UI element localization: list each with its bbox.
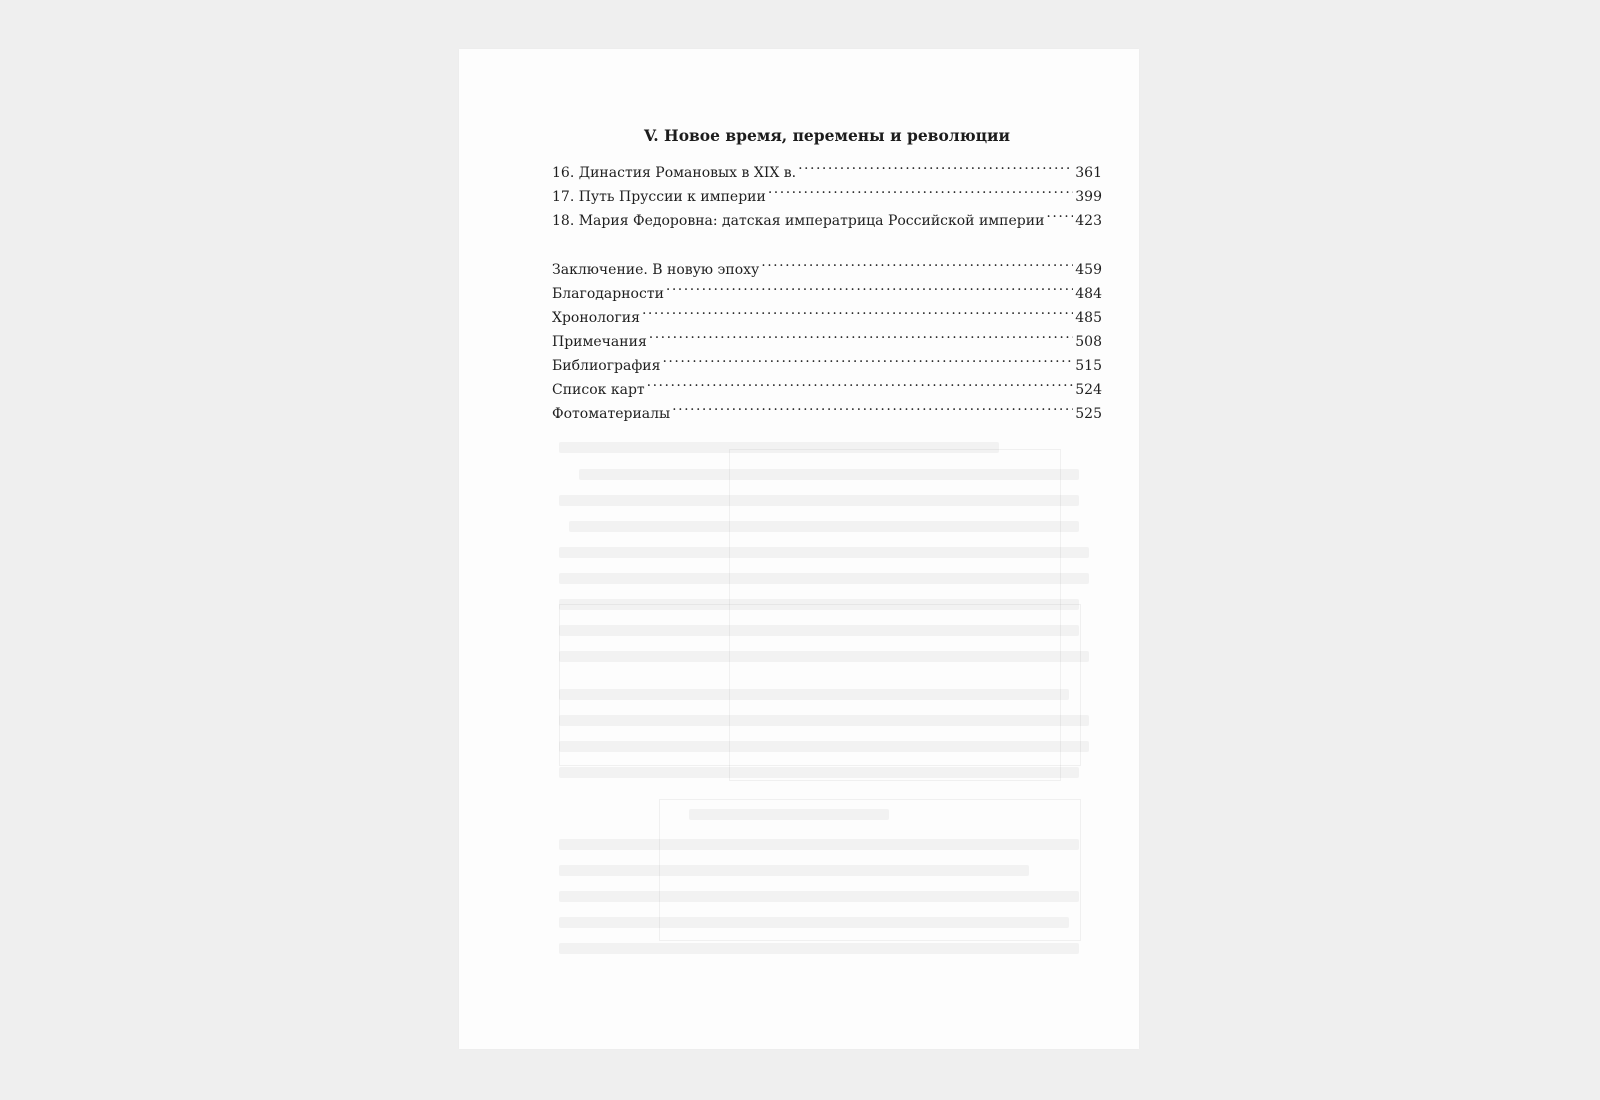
dot-leader — [768, 177, 1073, 201]
table-of-contents — [552, 125, 1102, 422]
toc-entry-page: 399 — [1075, 189, 1102, 205]
toc-entry-page: 525 — [1075, 406, 1102, 422]
dot-leader — [798, 153, 1073, 177]
dot-leader — [642, 298, 1073, 322]
toc-entry-title: Библиография — [552, 358, 661, 374]
dot-leader — [666, 274, 1073, 298]
toc-entry-title: Фотоматериалы — [552, 406, 671, 422]
toc-entry-title: Список карт — [552, 382, 645, 398]
toc-entry-page: 361 — [1075, 165, 1102, 181]
section-heading: V. Новое время, перемены и революции — [643, 126, 1011, 145]
toc-entry-title: Хронология — [552, 310, 640, 326]
toc-entry-page: 423 — [1075, 213, 1102, 229]
dot-leader — [672, 394, 1073, 418]
toc-entry-page: 484 — [1075, 286, 1102, 302]
book-page — [459, 49, 1139, 1049]
toc-entry[interactable] — [552, 250, 1102, 278]
toc-entry-title: 18. Мария Федоровна: датская императрица Российской империи — [552, 213, 1045, 229]
toc-entry-title: Примечания — [552, 334, 647, 350]
backmatter-list — [552, 250, 1102, 422]
dot-leader — [662, 346, 1073, 370]
toc-entry-page: 508 — [1075, 334, 1102, 350]
toc-entry-title: 17. Путь Пруссии к империи — [552, 189, 766, 205]
toc-entry-page: 515 — [1075, 358, 1102, 374]
toc-entry-page: 459 — [1075, 262, 1102, 278]
toc-entry-title: Заключение. В новую эпоху — [552, 262, 760, 278]
dot-leader — [649, 322, 1073, 346]
chapter-list — [552, 153, 1102, 229]
dot-leader — [1046, 201, 1073, 225]
toc-entry-page: 485 — [1075, 310, 1102, 326]
toc-entry-page: 524 — [1075, 382, 1102, 398]
toc-entry[interactable] — [552, 153, 1102, 181]
toc-entry-title: Благодарности — [552, 286, 664, 302]
toc-entry-title: 16. Династия Романовых в XIX в. — [552, 165, 797, 181]
dot-leader — [647, 370, 1074, 394]
dot-leader — [761, 250, 1073, 274]
